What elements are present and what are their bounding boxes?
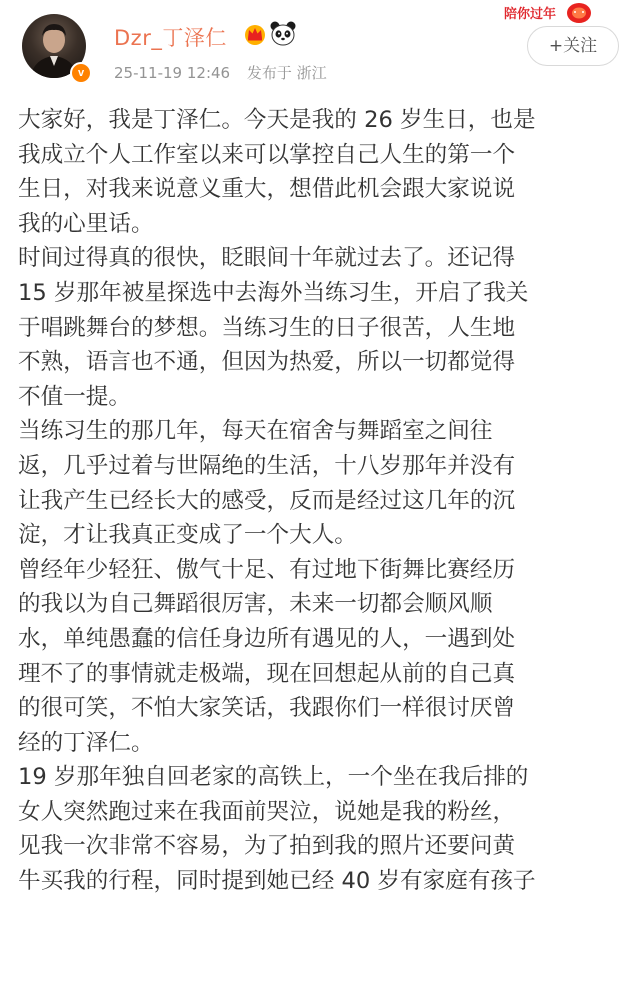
verified-badge-icon: v (70, 62, 92, 84)
holiday-badge (498, 0, 598, 24)
post-text-line: 理不了的事情就走极端，现在回想起从前的自己真 (18, 660, 516, 687)
post-text-line: 我的心里话。 (18, 210, 154, 237)
post-text-line: 19 岁那年独自回老家的高铁上，一个坐在我后排的 (18, 764, 529, 791)
post-timestamp: 25-11-19 12:46 (114, 64, 231, 82)
post-text-line: 于唱跳舞台的梦想。当练习生的日子很苦，人生地 (18, 314, 516, 341)
post-text-line: 女人突然跑过来在我面前哭泣，说她是我的粉丝， (18, 798, 516, 825)
post-text-line: 当练习生的那几年，每天在宿舍与舞蹈室之间往 (18, 418, 493, 445)
post-body (18, 103, 618, 899)
holiday-badge-label: 陪你过年 (504, 7, 557, 22)
follow-button[interactable]: +关注 (527, 26, 619, 66)
username[interactable]: Dzr_丁泽仁 (114, 26, 227, 50)
post-text-line: 见我一次非常不容易，为了拍到我的照片还要问黄 (18, 833, 516, 860)
red-envelope-icon (564, 0, 594, 24)
post-text-line: 大家好，我是丁泽仁。今天是我的 26 岁生日，也是 (18, 107, 536, 133)
crown-icon (243, 22, 267, 50)
post-text-line: 不值一提。 (18, 383, 131, 410)
post-text-line: 曾经年少轻狂、傲气十足、有过地下街舞比赛经历 (18, 556, 516, 583)
post-text-line: 生日，对我来说意义重大，想借此机会跟大家说说 (18, 176, 516, 203)
post-text-line: 牛买我的行程，同时提到她已经 40 岁有家庭有孩子 (18, 868, 536, 895)
post-text-line: 时间过得真的很快，眨眼间十年就过去了。还记得 (18, 245, 516, 272)
post-text-line: 经的丁泽仁。 (18, 729, 154, 756)
post-meta (114, 62, 339, 83)
post-text-line: 让我产生已经长大的感受，反而是经过这几年的沉 (18, 487, 516, 514)
post-text-line: 不熟，语言也不通，但因为热爱，所以一切都觉得 (18, 349, 516, 376)
post-text-line: 的我以为自己舞蹈很厉害，未来一切都会顺风顺 (18, 591, 493, 618)
post-location: 发布于 浙江 (246, 64, 327, 82)
post-text-line: 返，几乎过着与世隔绝的生活，十八岁那年并没有 (18, 452, 516, 479)
post-text-line: 水，单纯愚蠢的信任身边所有遇见的人，一遇到处 (18, 625, 516, 652)
post-text-line: 的很可笑，不怕大家笑话，我跟你们一样很讨厌曾 (18, 695, 516, 722)
post-text-line: 我成立个人工作室以来可以掌控自己人生的第一个 (18, 141, 516, 168)
post-header (0, 0, 625, 100)
post-text-line: 淀，才让我真正变成了一个大人。 (18, 522, 357, 549)
post-text-line: 15 岁那年被星探选中去海外当练习生，开启了我关 (18, 279, 529, 306)
panda-icon (269, 20, 297, 52)
